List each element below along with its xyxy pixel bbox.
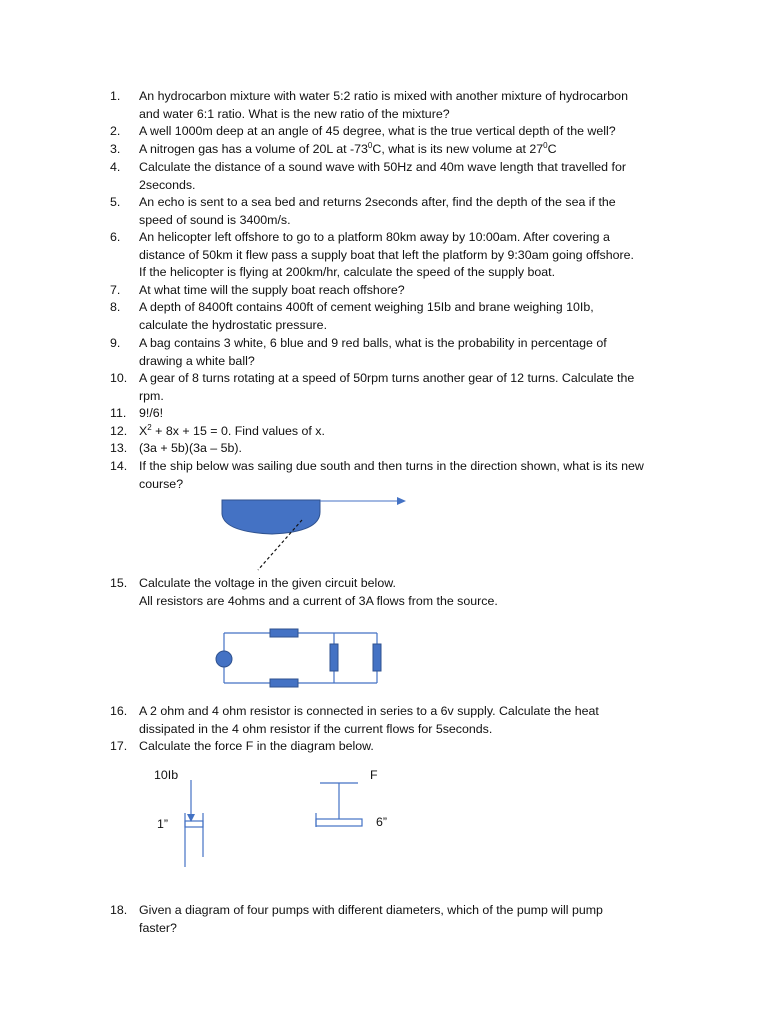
- power-source-icon: [216, 651, 232, 667]
- large-piston-diameter: 6”: [376, 815, 388, 829]
- ship-hull: [222, 500, 320, 534]
- question-number: 14.: [110, 459, 128, 473]
- question-number: 4.: [110, 160, 121, 174]
- question-text: An echo is sent to a sea bed and returns 2seconds after, find the depth of the sea if the speed of sound is 3400m/s.: [139, 195, 616, 227]
- question-text: An helicopter left offshore to go to a platform 80km away by 10:00am. After covering a distance of 50km it flew pass a supply boat that left the platform by 9:30am going offshore. If the helicopter is flying at 200km/hr, calculate the speed of the supply boat.: [139, 230, 634, 279]
- question-number: 5.: [110, 195, 121, 209]
- small-piston-diameter: 1”: [157, 817, 169, 831]
- resistor-right: [373, 644, 381, 671]
- question-number: 1.: [110, 89, 121, 103]
- question-text: Given a diagram of four pumps with different diameters, which of the pump will pump faster?: [139, 903, 603, 935]
- circuit-diagram: [210, 625, 390, 695]
- question-number: 15.: [110, 576, 128, 590]
- question-text: An hydrocarbon mixture with water 5:2 ratio is mixed with another mixture of hydrocarbon and water 6:1 ratio. What is the new ratio of the mixture?: [139, 89, 628, 121]
- question-number: 6.: [110, 230, 121, 244]
- question-text: A bag contains 3 white, 6 blue and 9 red balls, what is the probability in percentage of drawing a white ball?: [139, 336, 607, 368]
- question-text: $X^2 + 8x + 15 = 0$. Find values of x.: [139, 423, 325, 438]
- resistor-bottom: [270, 679, 298, 687]
- question-number: 16.: [110, 704, 128, 718]
- ship-diagram: [210, 492, 420, 582]
- question-number: 11.: [110, 406, 127, 420]
- question-text: Calculate the force F in the diagram below.: [139, 739, 374, 753]
- question-text: At what time will the supply boat reach offshore?: [139, 283, 405, 297]
- question-text: (3a + 5b)(3a – 5b).: [139, 441, 242, 455]
- load-label: 10Ib: [154, 768, 179, 782]
- question-number: 13.: [110, 441, 128, 455]
- question-text: A gear of 8 turns rotating at a speed of 50rpm turns another gear of 12 turns. Calculate the rpm.: [139, 371, 635, 403]
- question-text: Calculate the voltage in the given circuit below. All resistors are 4ohms and a current of 3A flows from the source.: [139, 576, 498, 608]
- question-text: Calculate the distance of a sound wave with 50Hz and 40m wave length that travelled for 2seconds.: [139, 160, 626, 192]
- large-piston: [316, 819, 362, 826]
- question-number: 12.: [110, 424, 128, 438]
- question-number: 18.: [110, 903, 128, 917]
- arrow-head-icon: [397, 497, 406, 505]
- question-number: 17.: [110, 739, 128, 753]
- force-label: F: [370, 768, 378, 782]
- question-number: 8.: [110, 300, 121, 314]
- question-text: 9!/6!: [139, 406, 164, 420]
- hydraulic-press-diagram: [180, 775, 380, 880]
- resistor-top: [270, 629, 298, 637]
- question-text: A depth of 8400ft contains 400ft of cement weighing 15Ib and brane weighing 10Ib, calculate the hydrostatic pressure.: [139, 300, 594, 332]
- question-number: 9.: [110, 336, 121, 350]
- question-number: 2.: [110, 124, 121, 138]
- question-text: A nitrogen gas has a volume of 20L at $-73^0C$, what is its new volume at $27^0C$: [139, 141, 557, 156]
- resistor-middle: [330, 644, 338, 671]
- question-number: 3.: [110, 142, 121, 156]
- small-piston: [185, 821, 203, 827]
- question-text: A well 1000m deep at an angle of 45 degree, what is the true vertical depth of the well?: [139, 124, 616, 138]
- question-number: 10.: [110, 371, 128, 385]
- question-number: 7.: [110, 283, 121, 297]
- question-text: If the ship below was sailing due south and then turns in the direction shown, what is its new course?: [139, 459, 644, 491]
- question-text: A 2 ohm and 4 ohm resistor is connected in series to a 6v supply. Calculate the heat dissipated in the 4 ohm resistor if the current flows for 5seconds.: [139, 704, 599, 736]
